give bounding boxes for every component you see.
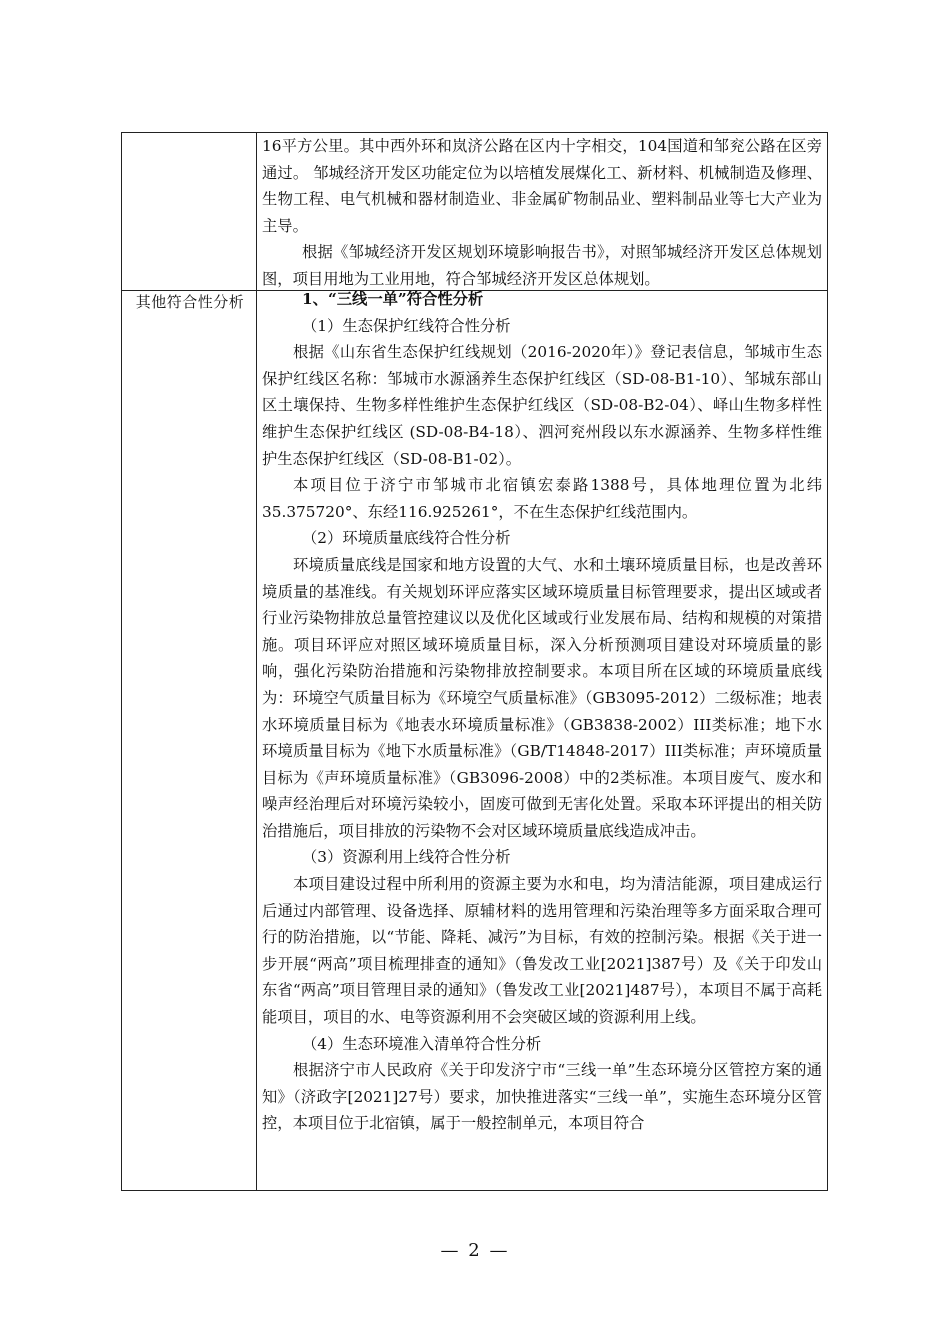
page-number: — 2 —: [440, 1240, 510, 1261]
top-row-content: [262, 133, 822, 293]
paragraph-1-2: 本项目位于济宁市邹城市北宿镇宏泰路1388号，具体地理位置为北纬35.375720°、东经116.925261°，不在生态保护红线范围内。: [262, 476, 822, 521]
subsection-title-1: （1）生态保护红线符合性分析: [302, 316, 511, 335]
table-row-top: [122, 133, 827, 291]
column-divider: [256, 290, 257, 1190]
document-table: [121, 132, 828, 1191]
subsection-title-2: （2）环境质量底线符合性分析: [302, 529, 511, 548]
paragraph-3-1: 本项目建设过程中所利用的资源主要为水和电，均为清洁能源，项目建成运行后通过内部管理、设备选择、原辅材料的选用管理和污染治理等多方面采取合理可行的防治措施，以“节能、降耗、减污”为目标，有效的控制污染。根据《关于进一步开展“两高”项目梳理排查的通知》（鲁发改工业[2021]387号）及《关于印发山东省“两高”项目管理目录的通知》（鲁发改工业[2021]487号），本项目不属于高耗能项目，项目的水、电等资源利用不会突破区域的资源利用上线。: [262, 875, 822, 1027]
section-heading: 1、“三线一单”符合性分析: [302, 290, 484, 308]
subsection-title-4: （4）生态环境准入清单符合性分析: [302, 1034, 542, 1053]
paragraph-4-1: 根据济宁市人民政府《关于印发济宁市“三线一单”生态环境分区管控方案的通知》（济政字[2021]27号）要求，加快推进落实“三线一单”，实施生态环境分区管控，本项目位于北宿镇，属于一般控制单元，本项目符合: [262, 1061, 822, 1133]
subsection-title-3: （3）资源利用上线符合性分析: [302, 848, 511, 867]
main-row-content: [262, 286, 822, 1137]
paragraph-1-1: 根据《山东省生态保护红线规划（2016-2020年）》登记表信息，邹城市生态保护红线区名称：邹城市水源涵养生态保护红线区（SD-08-B1-10）、邹城东部山区土壤保持、生物多样性维护生态保护红线区（SD-08-B2-04）、峄山生物多样性维护生态保护红线区 (SD-08-B4-18）、泗河兖州段以东水源涵养、生物多样性维护生态保护红线区（SD-08-B1-02）。: [262, 343, 822, 468]
top-row-paragraph-2: 根据《邹城经济开发区规划环境影响报告书》，对照邹城经济开发区总体规划图，项目用地为工业用地，符合邹城经济开发区总体规划。: [262, 243, 822, 288]
column-divider: [256, 133, 257, 290]
table-row-main: [122, 290, 827, 1190]
paragraph-2-1: 环境质量底线是国家和地方设置的大气、水和土壤环境质量目标，也是改善环境质量的基准线。有关规划环评应落实区域环境质量目标管理要求，提出区域或者行业污染物排放总量管控建议以及优化区域或行业发展布局、结构和规模的对策措施。项目环评应对照区域环境质量目标，深入分析预测项目建设对环境质量的影响，强化污染防治措施和污染物排放控制要求。本项目所在区域的环境质量底线为：环境空气质量目标为《环境空气质量标准》（GB3095-2012）二级标准；地表水环境质量目标为《地表水环境质量标准》（GB3838-2002）III类标准；地下水环境质量目标为《地下水质量标准》（GB/T14848-2017）III类标准；声环境质量目标为《声环境质量标准》（GB3096-2008）中的2类标准。本项目废气、废水和噪声经治理后对环境污染较小，固废可做到无害化处置。采取本环评提出的相关防治措施后，项目排放的污染物不会对区域环境质量底线造成冲击。: [262, 555, 822, 840]
top-row-paragraph-1: 16平方公里。其中西外环和岚济公路在区内十字相交，104国道和邹兖公路在区旁通过。 邹城经济开发区功能定位为以培植发展煤化工、新材料、机械制造及修理、生物工程、电气机械和器材制造业、非金属矿物制品业、塑料制品业等七大产业为主导。: [262, 137, 822, 235]
row-label: 其他符合性分析: [135, 293, 245, 311]
